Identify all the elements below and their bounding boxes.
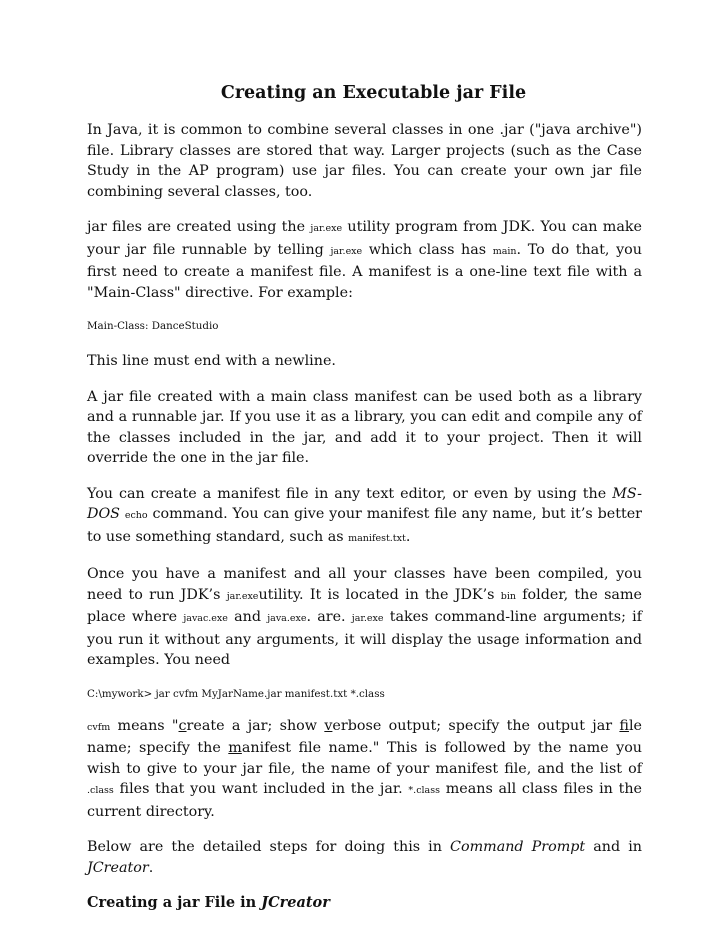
section-heading (87, 893, 642, 914)
underlined-letter: m (228, 740, 242, 756)
inline-code: java.exe (267, 613, 307, 624)
text-run: means all class files in the current directory. (87, 781, 642, 820)
text-run: utility program from JDK. You can make your jar file runnable by telling (87, 219, 642, 258)
inline-code: .class (87, 785, 114, 796)
library-paragraph: A jar file created with a main class manifest can be used both as a library and a runnable jar. If you use it as a library, you can edit and compile any of the classes included in the jar, and add it to your project. Then it will override the one in the jar file. (87, 388, 642, 466)
emphasis: Command Prompt (450, 839, 586, 855)
inline-code: javac.exe (183, 613, 228, 624)
underlined-letter: v (324, 717, 333, 734)
text-run: erbose output; specify the output jar (332, 717, 620, 734)
text-run: Creating a jar File in (87, 894, 262, 911)
inline-code: jar.exe (330, 245, 363, 257)
text-run: command. You can give your manifest file any name, but it’s better to use something standard, such as (87, 506, 643, 545)
text-run: . To do that, you first need to create a manifest file. A manifest is a one-line text file with a "Main-Class" directive. For example: (87, 241, 642, 301)
run-jar-paragraph (87, 564, 642, 671)
inline-code: echo (124, 510, 148, 521)
page-title: Creating an Executable jar File (220, 83, 527, 103)
text-run: jar files are created using the (87, 219, 311, 235)
text-run: takes command-line arguments; if you run it without any arguments, it will display the usage information and examples. You need (87, 609, 642, 668)
text-run: reate a jar; show (186, 717, 325, 734)
text-run: and in (585, 839, 642, 855)
inline-code: jar.exe (226, 590, 259, 602)
text-run: . are. (306, 609, 352, 625)
inline-code: jar.exe (310, 223, 343, 234)
command-example: C:\mywork> jar cvfm MyJarName.jar manifest.txt *.class (87, 687, 385, 700)
underlined-letter: c (178, 717, 187, 734)
text-run: means " (110, 717, 179, 734)
inline-code: cvfm (87, 721, 111, 733)
emphasis: JCreator (87, 859, 149, 876)
text-run: utility. It is located in the JDK’s (258, 586, 501, 603)
text-run: anifest file name." This is followed by the name you wish to give to your jar file, the name of your manifest file, and the list of (87, 740, 643, 777)
newline-note: This line must end with a newline. (87, 353, 336, 369)
jar-creation-paragraph (87, 217, 642, 303)
inline-code: main (492, 245, 517, 257)
inline-code: jar.exe (351, 613, 384, 624)
inline-code: *.class (408, 785, 440, 796)
text-run: . (405, 528, 411, 545)
text-run: and (227, 609, 268, 625)
underlined-letter: f (619, 717, 629, 734)
text-run: You can create a manifest file in any text editor, or even by using the (87, 485, 613, 502)
inline-code: manifest.txt (348, 532, 406, 544)
text-run: which class has (362, 241, 493, 258)
manifest-editor-paragraph (87, 484, 642, 550)
inline-code: bin (500, 590, 516, 602)
intro-paragraph: In Java, it is common to combine several classes in one .jar ("java archive") file. Library classes are stored that way. Larger projects (such as the Case Study in the AP program) use jar files. You can create your own jar file combining several classes, too. (87, 122, 642, 200)
text-run: folder, the same place where (87, 586, 642, 625)
steps-intro-paragraph (87, 837, 642, 878)
text-run: Below are the detailed steps for doing this in (87, 839, 451, 855)
text-run: ile name; specify the (87, 717, 642, 756)
emphasis: MS-DOS (87, 485, 642, 522)
manifest-example: Main-Class: DanceStudio (87, 320, 219, 332)
text-run: Once you have a manifest and all your classes have been compiled, you need to run JDK’s (87, 566, 642, 603)
cvfm-explanation-paragraph (87, 716, 642, 823)
text-run: files that you want included in the jar. (113, 781, 409, 797)
text-run: . (148, 859, 154, 876)
emphasis: JCreator (261, 894, 330, 911)
